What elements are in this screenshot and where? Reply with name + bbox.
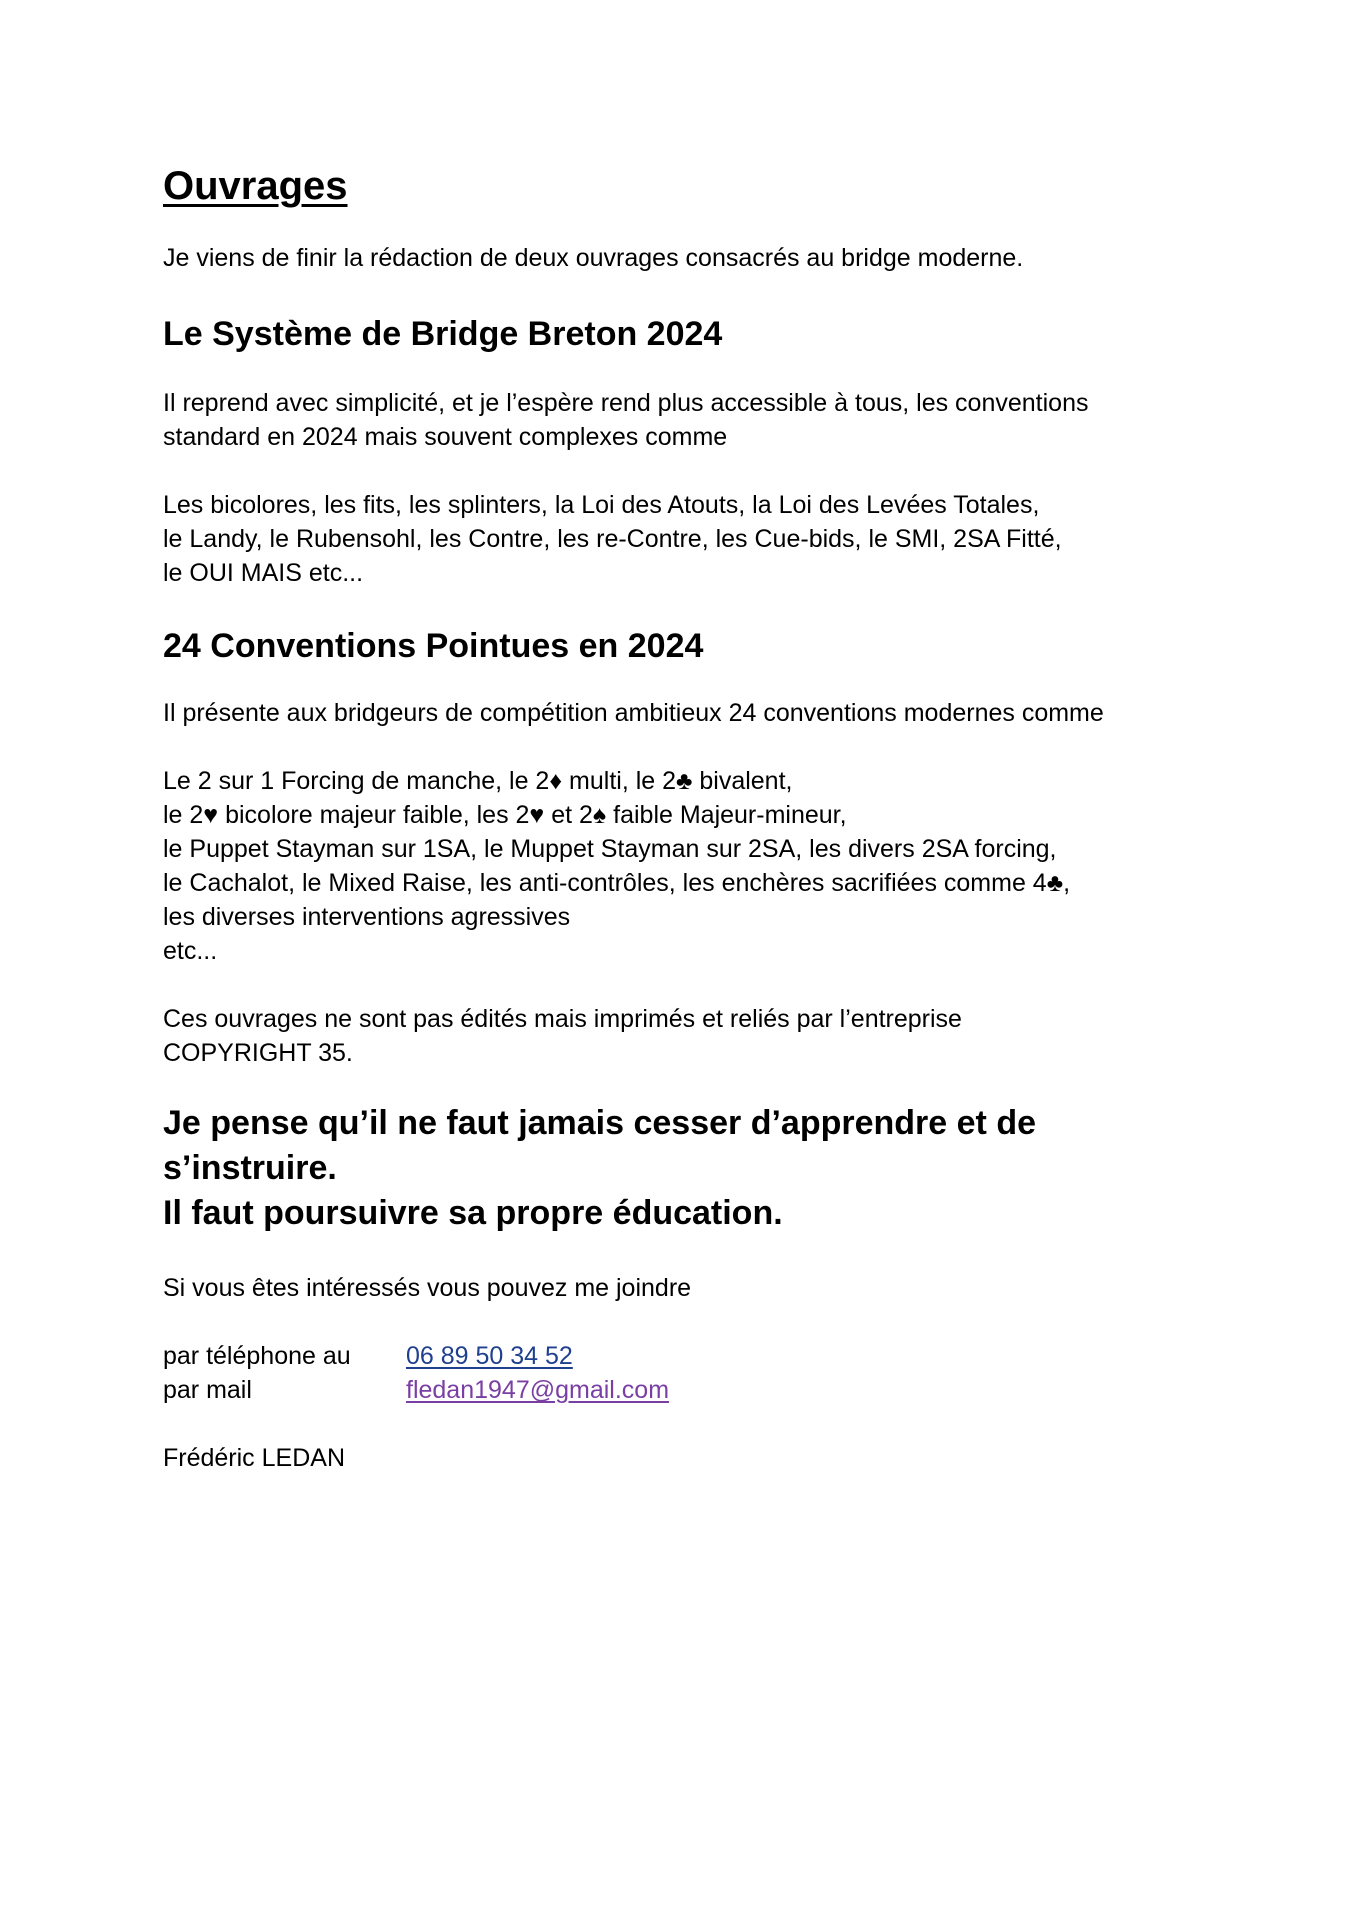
section1-body [163, 386, 1223, 454]
quote-line: Je pense qu’il ne faut jamais cesser d’apprendre et de [163, 1104, 1036, 1142]
section1-list-line: le Landy, le Rubensohl, les Contre, les re-Contre, les Cue-bids, le SMI, 2SA Fitté, [163, 525, 1062, 553]
section2-list-line: le Puppet Stayman sur 1SA, le Muppet Stayman sur 2SA, les divers 2SA forcing, [163, 835, 1057, 863]
section2-list-line: le 2♥ bicolore majeur faible, les 2♥ et 2♠ faible Majeur-mineur, [163, 801, 847, 829]
contact-table [163, 1339, 1223, 1407]
section1-body-line: standard en 2024 mais souvent complexes comme [163, 423, 728, 451]
quote-line: s’instruire. [163, 1149, 337, 1187]
intro-paragraph: Je viens de finir la rédaction de deux ouvrages consacrés au bridge moderne. [163, 244, 1024, 272]
quote-block [163, 1101, 1223, 1236]
section2-list-line: les diverses interventions agressives [163, 903, 571, 931]
section2-list-line: Le 2 sur 1 Forcing de manche, le 2♦ multi, le 2♣ bivalent, [163, 767, 793, 795]
quote-line: Il faut poursuivre sa propre éducation. [163, 1194, 783, 1232]
section1-heading: Le Système de Bridge Breton 2024 [163, 315, 723, 353]
phone-label: par téléphone au [163, 1342, 351, 1370]
signature: Frédéric LEDAN [163, 1444, 345, 1472]
page-title: Ouvrages [163, 164, 348, 208]
print-note [163, 1002, 1223, 1070]
section1-body-line: Il reprend avec simplicité, et je l’espère rend plus accessible à tous, les conventions [163, 389, 1089, 417]
contact-row-phone [163, 1339, 1223, 1373]
phone-link[interactable]: 06 89 50 34 52 [406, 1342, 573, 1370]
print-note-line: COPYRIGHT 35. [163, 1039, 353, 1067]
section2-heading: 24 Conventions Pointues en 2024 [163, 627, 704, 665]
section2-list-line: etc... [163, 937, 218, 965]
section1-convention-list [163, 488, 1223, 590]
mail-link[interactable]: fledan1947@gmail.com [406, 1376, 670, 1404]
mail-label: par mail [163, 1376, 252, 1404]
section1-list-line: Les bicolores, les fits, les splinters, la Loi des Atouts, la Loi des Levées Totales, [163, 491, 1040, 519]
document-page [163, 162, 1223, 1475]
contact-intro: Si vous êtes intéressés vous pouvez me joindre [163, 1274, 692, 1302]
section2-body: Il présente aux bridgeurs de compétition ambitieux 24 conventions modernes comme [163, 699, 1104, 727]
contact-row-mail [163, 1373, 1223, 1407]
section2-convention-list [163, 764, 1223, 968]
section2-list-line: le Cachalot, le Mixed Raise, les anti-contrôles, les enchères sacrifiées comme 4♣, [163, 869, 1071, 897]
print-note-line: Ces ouvrages ne sont pas édités mais imprimés et reliés par l’entreprise [163, 1005, 962, 1033]
section1-list-line: le OUI MAIS etc... [163, 559, 364, 587]
